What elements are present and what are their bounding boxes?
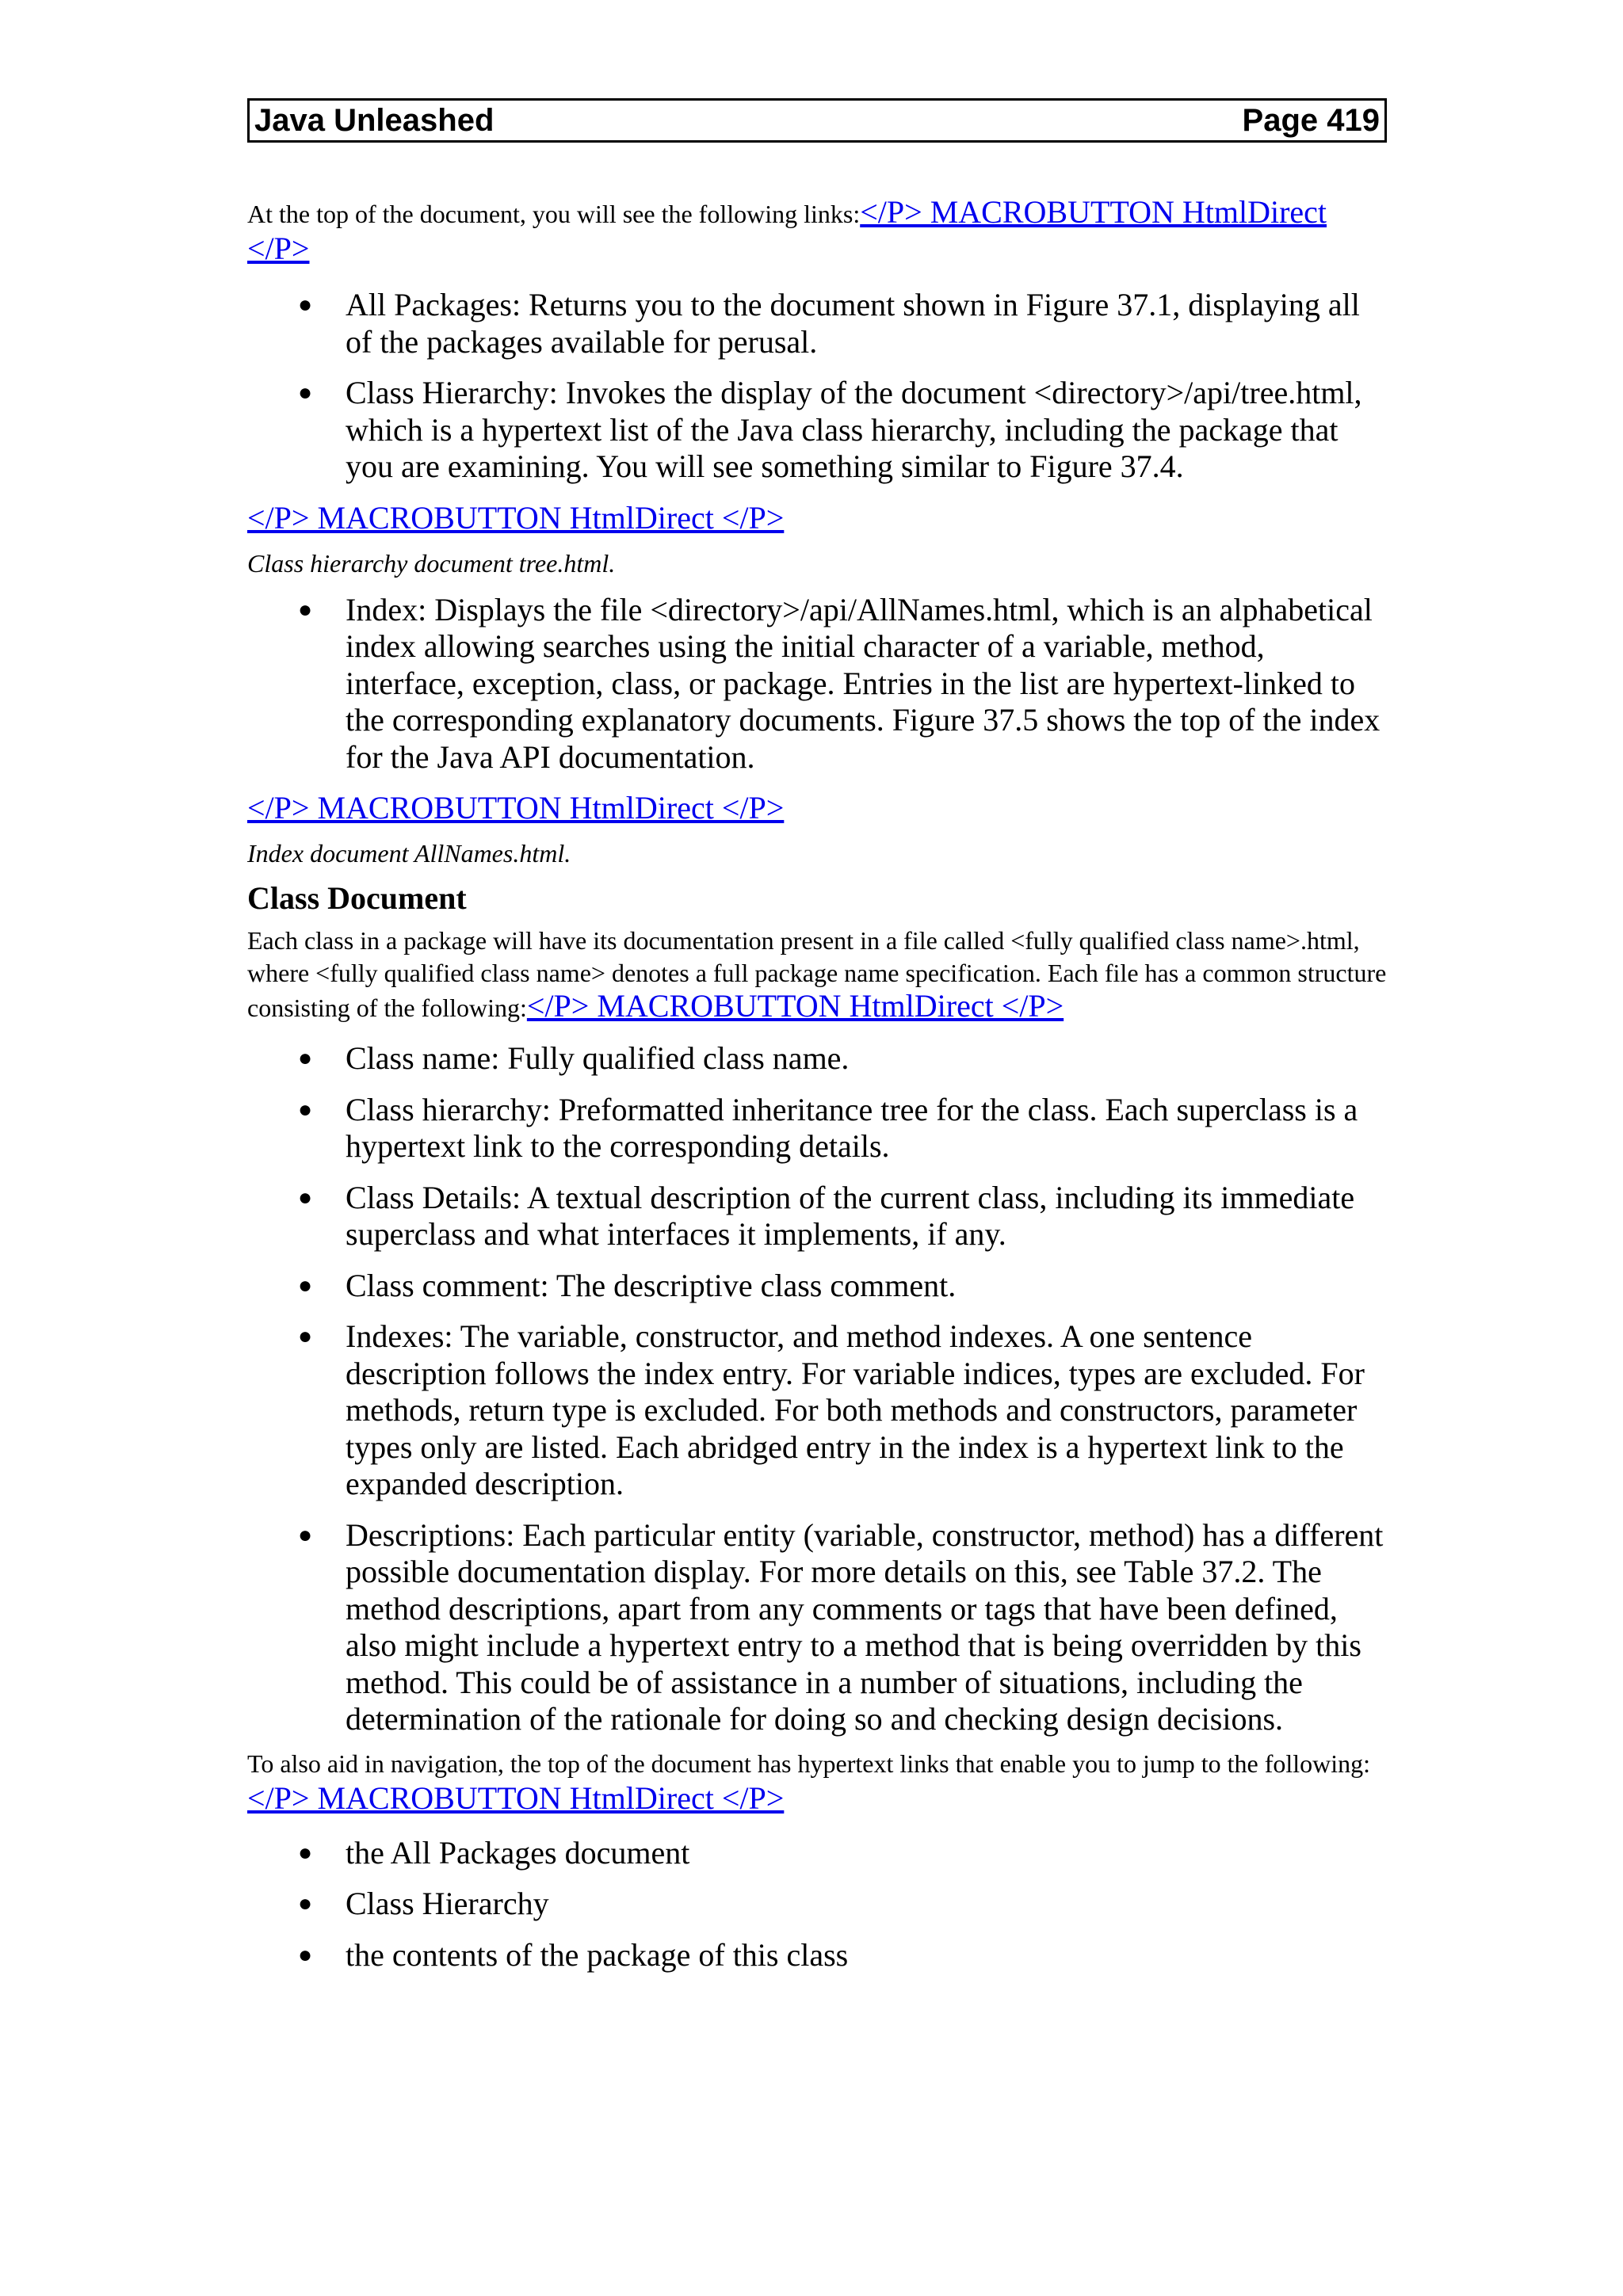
book-title: Java Unleashed xyxy=(254,103,495,138)
intro-paragraph xyxy=(247,195,1387,268)
list-item: ● Descriptions: Each particular entity (variable, constructor, method) has a different possible documentation display. For more details on this, see Table 37.2. The method descriptions, apart from any comments or tags that have been defined, also might include a hypertext entry to a method that is being overridden by this method. This could be of assistance in a number of situations, including the determination of the rationale for doing so and checking design decisions. xyxy=(298,1516,1384,1737)
bullet-icon: ● xyxy=(298,1839,313,1866)
section-heading: Class Document xyxy=(247,880,467,916)
figure-link-paragraph xyxy=(247,500,1387,536)
bullet-icon: ● xyxy=(298,1096,313,1123)
list-item: ● the All Packages document xyxy=(298,1834,690,1871)
bullet-icon: ● xyxy=(298,1941,313,1968)
section-paragraph xyxy=(247,925,1387,1024)
bullet-icon: ● xyxy=(298,1521,313,1548)
figure-link-paragraph xyxy=(247,790,1387,826)
bullet-icon: ● xyxy=(298,1272,313,1299)
document-page xyxy=(247,98,1387,1974)
nav-text: To also aid in navigation, the top of the document has hypertext links that enable you to jump to the following: xyxy=(247,1749,1371,1778)
list-item: ● Class name: Fully qualified class name. xyxy=(298,1040,850,1076)
bullet-icon: ● xyxy=(298,1184,313,1211)
section-text: Each class in a package will have its documentation present in a file called <fully qualified class name>.html, where <fully qualified class name> denotes a full package name specification. Each file has a common structure consisting of the following: xyxy=(247,926,1387,1022)
figure-link[interactable]: </P> MACROBUTTON HtmlDirect </P> xyxy=(247,790,785,826)
running-header xyxy=(247,98,1387,143)
nav-link[interactable]: </P> MACROBUTTON HtmlDirect </P> xyxy=(247,1779,785,1816)
list-item: ● Index: Displays the file <directory>/api/AllNames.html, which is an alphabetical index allowing searches using the initial character of a variable, method, interface, exception, class, or package. Entries in the list are hypertext-linked to the corresponding explanatory documents. Figure 37.5 shows the top of the index for the Java API documentation. xyxy=(298,591,1381,775)
figure-caption: Index document AllNames.html. xyxy=(247,839,571,868)
list-item: ● All Packages: Returns you to the document shown in Figure 37.1, displaying all of the packages available for perusal. xyxy=(298,287,1360,360)
bullet-list-1 xyxy=(247,287,1387,486)
bullet-icon: ● xyxy=(298,596,313,623)
list-item: ● Class comment: The descriptive class comment. xyxy=(298,1267,957,1303)
bullet-list-4 xyxy=(247,1835,1387,1974)
intro-text: At the top of the document, you will see the following links: xyxy=(247,200,861,228)
intro-link[interactable]: </P> MACROBUTTON HtmlDirect </P> xyxy=(247,194,1327,266)
list-item: ● Indexes: The variable, constructor, and method indexes. A one sentence description follows the index entry. For variable indices, types are excluded. For methods, return type is excluded. For both methods and constructors, parameter types only are listed. Each abridged entry in the index is a hypertext link to the expanded description. xyxy=(298,1318,1365,1501)
list-item: ● the contents of the package of this class xyxy=(298,1936,849,1973)
bullet-list-3 xyxy=(247,1040,1387,1738)
section-link[interactable]: </P> MACROBUTTON HtmlDirect </P> xyxy=(526,988,1064,1024)
list-item: ● Class hierarchy: Preformatted inheritance tree for the class. Each superclass is a hypertext link to the corresponding details. xyxy=(298,1091,1358,1164)
figure-link[interactable]: </P> MACROBUTTON HtmlDirect </P> xyxy=(247,499,785,536)
bullet-icon: ● xyxy=(298,1045,313,1071)
list-item: ● Class Hierarchy: Invokes the display of the document <directory>/api/tree.html, which is a hypertext list of the Java class hierarchy, including the package that you are examining. You will see something similar to Figure 37.4. xyxy=(298,375,1362,484)
bullet-icon: ● xyxy=(298,1890,313,1917)
page-number: Page 419 xyxy=(1242,103,1380,138)
bullet-icon: ● xyxy=(298,379,313,406)
bullet-list-2 xyxy=(247,592,1387,776)
bullet-icon: ● xyxy=(298,1323,313,1349)
nav-paragraph xyxy=(247,1746,1387,1817)
list-item: ● Class Hierarchy xyxy=(298,1886,549,1921)
list-item: ● Class Details: A textual description of the current class, including its immediate superclass and what interfaces it implements, if any. xyxy=(298,1179,1355,1252)
bullet-icon: ● xyxy=(298,292,313,318)
figure-caption: Class hierarchy document tree.html. xyxy=(247,548,616,578)
